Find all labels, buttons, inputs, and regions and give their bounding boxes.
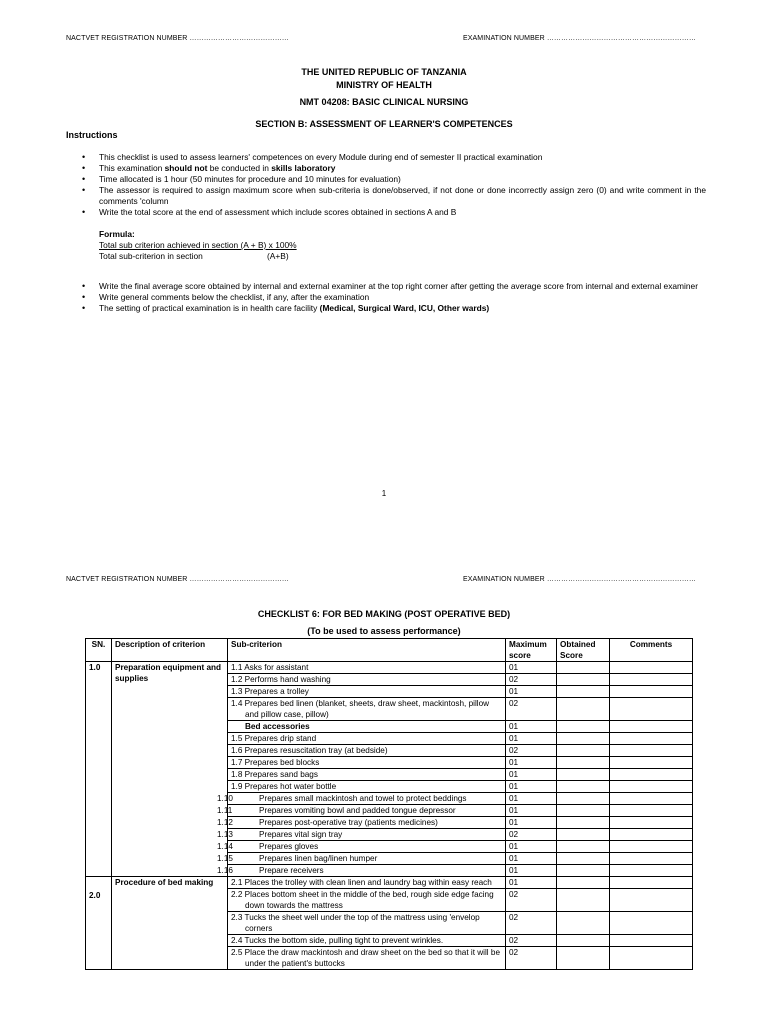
table-header-row: [86, 639, 693, 662]
formula-denominator: Total sub-criterion in section (A+B): [99, 251, 289, 261]
instructions-heading: Instructions: [66, 130, 118, 140]
sub-criterion: [228, 686, 506, 698]
page-number: 1: [381, 489, 387, 498]
obtained-score-cell[interactable]: [557, 698, 610, 721]
comments-cell[interactable]: [610, 733, 693, 745]
sub-criterion-number: 1.4: [231, 699, 243, 708]
comments-cell[interactable]: [610, 686, 693, 698]
sub-criterion-text: Prepares small mackintosh and towel to protect beddings: [259, 794, 467, 803]
sub-criterion-text: Prepares a trolley: [244, 687, 309, 696]
sub-criterion: [228, 769, 506, 781]
obtained-score-cell[interactable]: [557, 781, 610, 793]
obtained-score-cell[interactable]: [557, 793, 610, 805]
examination-number-label: EXAMINATION NUMBER ………………………………………………………: [463, 576, 696, 583]
sub-criterion-number: 1.10: [217, 794, 233, 803]
sub-criterion: [228, 745, 506, 757]
instruction-item: • Write the total score at the end of assessment which include scores obtained in sections A and B: [66, 207, 706, 218]
sub-criterion-number: 2.1: [231, 878, 243, 887]
sub-criterion: [217, 805, 506, 817]
comments-cell[interactable]: [610, 745, 693, 757]
sub-criterion-number: 1.9: [231, 782, 243, 791]
obtained-score-cell[interactable]: [557, 889, 610, 912]
sub-criterion: [228, 781, 506, 793]
maximum-score: 01: [506, 662, 557, 674]
comments-cell[interactable]: [610, 829, 693, 841]
comments-cell[interactable]: [610, 674, 693, 686]
comments-cell[interactable]: [610, 757, 693, 769]
obtained-score-cell[interactable]: [557, 769, 610, 781]
sub-criterion-number: 1.2: [231, 675, 243, 684]
obtained-score-cell[interactable]: [557, 686, 610, 698]
comments-cell[interactable]: [610, 805, 693, 817]
sub-criterion: [228, 721, 506, 733]
sub-criterion-number: 2.2: [231, 890, 243, 899]
instruction-item: • This checklist is used to assess learners' competences on every Module during end of semester II practical examination: [66, 152, 706, 163]
maximum-score: 02: [506, 947, 557, 970]
maximum-score: 02: [506, 674, 557, 686]
maximum-score: 01: [506, 769, 557, 781]
maximum-score: 01: [506, 686, 557, 698]
sub-criterion-number: 1.6: [231, 746, 243, 755]
sub-criterion-text: Prepares gloves: [259, 842, 319, 851]
checklist-title: CHECKLIST 6: FOR BED MAKING (POST OPERATIVE BED): [257, 609, 511, 619]
maximum-score: 02: [506, 698, 557, 721]
registration-number-label: NACTVET REGISTRATION NUMBER ……………………………………: [66, 576, 289, 583]
sub-criterion-text: Prepares sand bags: [244, 770, 318, 779]
formula-label: Formula:: [99, 229, 135, 239]
sub-criterion-text: Performs hand washing: [244, 675, 331, 684]
sub-criterion-text: Places the trolley with clean linen and laundry bag within easy reach: [244, 878, 492, 887]
comments-cell[interactable]: [610, 721, 693, 733]
instruction-item: • Write general comments below the checklist, if any, after the examination: [66, 292, 706, 303]
sub-criterion-text: Prepares linen bag/linen humper: [259, 854, 378, 863]
instructions-list-a: [66, 152, 706, 218]
obtained-score-cell[interactable]: [557, 662, 610, 674]
obtained-score-cell[interactable]: [557, 817, 610, 829]
sub-criterion-number: 1.5: [231, 734, 243, 743]
sub-criterion-text: Bed accessories: [245, 722, 310, 731]
comments-cell[interactable]: [610, 662, 693, 674]
sub-criterion-number: 1.3: [231, 687, 243, 696]
sub-criterion-number: 1.7: [231, 758, 243, 767]
obtained-score-cell[interactable]: [557, 877, 610, 889]
obtained-score-cell[interactable]: [557, 841, 610, 853]
sub-criterion: [228, 698, 506, 721]
sub-criterion-text: Asks for assistant: [244, 663, 309, 672]
sub-criterion-number: 1.1: [231, 663, 243, 672]
instruction-item: • The setting of practical examination is in health care facility (Medical, Surgical Ward, ICU, Other wards): [66, 303, 706, 314]
obtained-score-cell[interactable]: [557, 947, 610, 970]
sub-criterion-text: Tucks the bottom side, pulling tight to prevent wrinkles.: [244, 936, 444, 945]
sub-criterion: [228, 733, 506, 745]
comments-cell[interactable]: [610, 947, 693, 970]
obtained-score-cell[interactable]: [557, 829, 610, 841]
maximum-score: 01: [506, 781, 557, 793]
maximum-score: 02: [506, 935, 557, 947]
maximum-score: 01: [506, 877, 557, 889]
sub-criterion-text: Prepares vomiting bowl and padded tongue depressor: [259, 806, 456, 815]
instruction-item: • Time allocated is 1 hour (50 minutes for procedure and 10 minutes for evaluation): [66, 174, 706, 185]
examination-number-label: EXAMINATION NUMBER ………………………………………………………: [463, 35, 696, 42]
obtained-score-cell[interactable]: [557, 935, 610, 947]
sub-criterion: [217, 817, 506, 829]
comments-cell[interactable]: [610, 793, 693, 805]
col-obtained-score: Obtained Score: [557, 639, 610, 662]
obtained-score-cell[interactable]: [557, 912, 610, 935]
sub-criterion: [217, 793, 506, 805]
sub-criterion-number: 2.4: [231, 936, 243, 945]
sub-criterion-text: Prepares vital sign tray: [259, 830, 343, 839]
comments-cell[interactable]: [610, 841, 693, 853]
obtained-score-cell[interactable]: [557, 674, 610, 686]
sub-criterion: [228, 662, 506, 674]
comments-cell[interactable]: [610, 698, 693, 721]
criterion-number: 2.0: [86, 877, 112, 970]
instructions-list-b: [66, 281, 706, 314]
table-row: [86, 877, 693, 889]
sub-criterion: [217, 841, 506, 853]
maximum-score: 02: [506, 889, 557, 912]
sub-criterion-text: Prepares post-operative tray (patients medicines): [259, 818, 438, 827]
col-maximum-score: Maximum score: [506, 639, 557, 662]
sub-criterion: [228, 889, 506, 912]
sub-criterion: [217, 865, 506, 877]
maximum-score: 01: [506, 733, 557, 745]
col-comments: Comments: [610, 639, 693, 662]
table-row: [86, 662, 693, 674]
comments-cell[interactable]: [610, 877, 693, 889]
sub-criterion-text: Place the draw mackintosh and draw sheet on the bed so that it will be under the patient's buttocks: [244, 948, 500, 968]
obtained-score-cell[interactable]: [557, 757, 610, 769]
comments-cell[interactable]: [610, 889, 693, 912]
sub-criterion: [228, 912, 506, 935]
sub-criterion-number: 1.11: [217, 806, 233, 815]
obtained-score-cell[interactable]: [557, 805, 610, 817]
sub-criterion: [228, 757, 506, 769]
maximum-score: 01: [506, 865, 557, 877]
comments-cell[interactable]: [610, 935, 693, 947]
maximum-score: 01: [506, 805, 557, 817]
col-sn: SN.: [86, 639, 112, 662]
sub-criterion: [228, 674, 506, 686]
checklist-table: [85, 638, 693, 970]
sub-criterion: [217, 853, 506, 865]
sub-criterion-text: Prepare receivers: [259, 866, 324, 875]
criterion-number: 1.0: [86, 662, 112, 877]
sub-criterion-number: 1.16: [217, 866, 233, 875]
score-formula: [99, 229, 297, 262]
maximum-score: 02: [506, 829, 557, 841]
sub-criterion: [228, 877, 506, 889]
maximum-score: 01: [506, 817, 557, 829]
obtained-score-cell[interactable]: [557, 721, 610, 733]
checklist-subtitle: (To be used to assess performance): [307, 626, 461, 636]
sub-criterion-number: 1.13: [217, 830, 233, 839]
maximum-score: 01: [506, 721, 557, 733]
sub-criterion-text: Prepares drip stand: [244, 734, 317, 743]
comments-cell[interactable]: [610, 769, 693, 781]
maximum-score: 01: [506, 853, 557, 865]
comments-cell[interactable]: [610, 817, 693, 829]
maximum-score: 02: [506, 912, 557, 935]
obtained-score-cell[interactable]: [557, 745, 610, 757]
maximum-score: 02: [506, 745, 557, 757]
sub-criterion-number: 2.3: [231, 913, 243, 922]
course-title: NMT 04208: BASIC CLINICAL NURSING: [299, 97, 469, 107]
registration-number-label: NACTVET REGISTRATION NUMBER ……………………………………: [66, 35, 289, 42]
obtained-score-cell[interactable]: [557, 865, 610, 877]
obtained-score-cell[interactable]: [557, 853, 610, 865]
sub-criterion: [217, 829, 506, 841]
ministry-title: MINISTRY OF HEALTH: [336, 80, 432, 90]
criterion-description: Procedure of bed making: [112, 877, 228, 970]
formula-numerator: Total sub criterion achieved in section (A + B) x 100%: [99, 240, 297, 250]
comments-cell[interactable]: [610, 912, 693, 935]
sub-criterion: [228, 947, 506, 970]
obtained-score-cell[interactable]: [557, 733, 610, 745]
maximum-score: 01: [506, 793, 557, 805]
criterion-description: Preparation equipment and supplies: [112, 662, 228, 877]
comments-cell[interactable]: [610, 781, 693, 793]
sub-criterion-text: Prepares hot water bottle: [244, 782, 337, 791]
sub-criterion-text: Prepares bed blocks: [244, 758, 320, 767]
sub-criterion-text: Tucks the sheet well under the top of the mattress using 'envelop corners: [244, 913, 480, 933]
comments-cell[interactable]: [610, 865, 693, 877]
sub-criterion-text: Prepares resuscitation tray (at bedside): [244, 746, 388, 755]
sub-criterion-text: Prepares bed linen (blanket, sheets, draw sheet, mackintosh, pillow and pillow case, pillow): [244, 699, 490, 719]
comments-cell[interactable]: [610, 853, 693, 865]
sub-criterion-number: 1.14: [217, 842, 233, 851]
col-description: Description of criterion: [112, 639, 228, 662]
maximum-score: 01: [506, 841, 557, 853]
country-title: THE UNITED REPUBLIC OF TANZANIA: [301, 67, 467, 77]
section-title: SECTION B: ASSESSMENT OF LEARNER'S COMPETENCES: [255, 119, 513, 129]
instruction-item: • This examination should not be conducted in skills laboratory: [66, 163, 706, 174]
maximum-score: 01: [506, 757, 557, 769]
sub-criterion-text: Places bottom sheet in the middle of the bed, rough side edge facing down towards the mattress: [244, 890, 494, 910]
instruction-item: • The assessor is required to assign maximum score when sub-criteria is done/observed, if not done or done incorrectly assign zero (0) and write comment in the comments 'column: [66, 185, 706, 207]
sub-criterion-number: 2.5: [231, 948, 243, 957]
sub-criterion-number: 1.15: [217, 854, 233, 863]
col-sub-criterion: Sub-criterion: [228, 639, 506, 662]
sub-criterion: [228, 935, 506, 947]
sub-criterion-number: 1.12: [217, 818, 233, 827]
sub-criterion-number: 1.8: [231, 770, 243, 779]
instruction-item: • Write the final average score obtained by internal and external examiner at the top right corner after getting the average score from internal and external examiner: [66, 281, 706, 292]
